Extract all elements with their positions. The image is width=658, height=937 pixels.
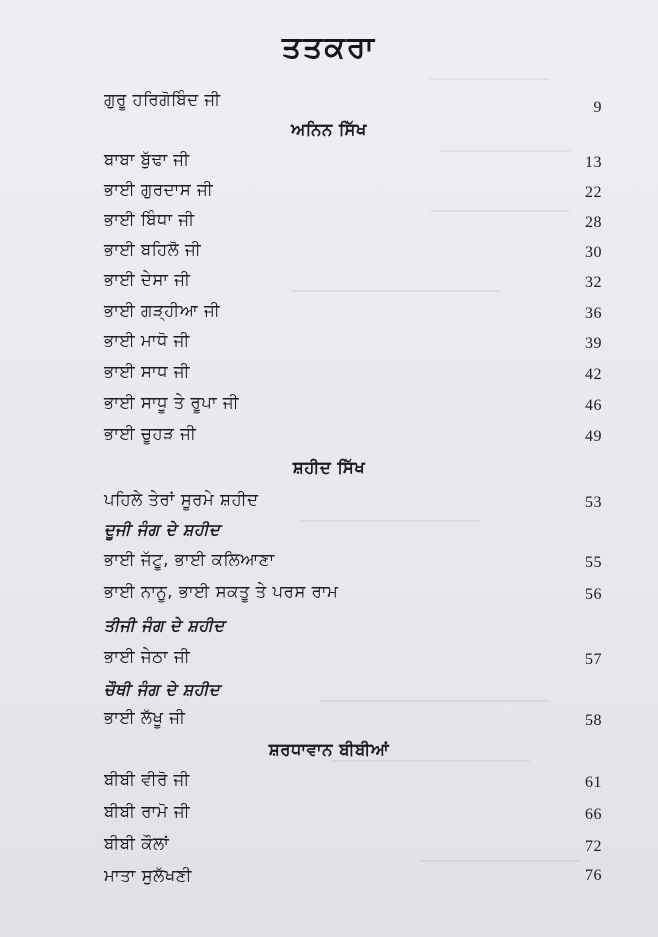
bleed-through-mark <box>300 520 480 522</box>
toc-page-number: 36 <box>585 305 602 322</box>
toc-entry <box>104 176 602 204</box>
toc-entry-label: ਗੁਰੂ ਹਰਿਗੋਬਿੰਦ ਜੀ <box>104 90 221 109</box>
toc-entry-label: ਭਾਈ ਚੂਹੜ ਜੀ <box>104 424 197 443</box>
toc-page-number: 56 <box>585 586 602 603</box>
toc-entry <box>104 862 602 890</box>
toc-entry <box>104 420 602 448</box>
subsection-heading: ਚੌਥੀ ਜੰਗ ਦੇ ਸ਼ਹੀਦ <box>104 680 221 699</box>
toc-entry-label: ਮਾਤਾ ਸੁਲੱਖਣੀ <box>104 866 192 885</box>
toc-entry-label: ਭਾਈ ਮਾਧੋ ਜੀ <box>104 331 190 350</box>
toc-page-number: 58 <box>585 712 602 729</box>
bleed-through-mark <box>320 700 550 702</box>
toc-entry-label: ਭਾਈ ਜੱਟੂ, ਭਾਈ ਕਲਿਆਣਾ <box>104 550 275 569</box>
toc-entry <box>104 704 602 732</box>
toc-page-number: 39 <box>585 335 602 352</box>
toc-entry <box>104 327 602 355</box>
toc-entry-label: ਭਾਈ ਬਹਿਲੋ ਜੀ <box>104 240 202 259</box>
toc-page-number: 72 <box>585 838 602 855</box>
toc-entry <box>104 297 602 325</box>
section-heading: ਅਨਿਨ ਸਿੱਖ <box>291 120 367 139</box>
toc-page-number: 49 <box>585 428 602 445</box>
toc-page-number: 55 <box>585 554 602 571</box>
page-title: ਤਤਕਰਾ <box>281 30 377 65</box>
toc-entry <box>104 798 602 826</box>
toc-entry-label: ਭਾਈ ਗੜ੍ਹੀਆ ਜੀ <box>104 301 221 320</box>
toc-page-number: 13 <box>585 154 602 171</box>
toc-entry <box>104 146 602 174</box>
toc-entry <box>104 236 602 264</box>
subsection-heading: ਤੀਜੀ ਜੰਗ ਦੇ ਸ਼ਹੀਦ <box>104 616 225 635</box>
toc-entry-label: ਭਾਈ ਨਾਨੂ, ਭਾਈ ਸਕਤੂ ਤੇ ਪਰਸ ਰਾਮ <box>104 582 339 601</box>
toc-entry <box>104 486 602 514</box>
toc-entry-label: ਬੀਬੀ ਕੌਲਾਂ <box>104 834 170 853</box>
subsection-heading: ਦੂਜੀ ਜੰਗ ਦੇ ਸ਼ਹੀਦ <box>104 520 221 539</box>
toc-entry-label: ਭਾਈ ਗੁਰਦਾਸ ਜੀ <box>104 180 214 199</box>
toc-page-number: 22 <box>585 184 602 201</box>
toc-entry <box>104 266 602 294</box>
toc-page-number: 30 <box>585 244 602 261</box>
toc-page-number: 61 <box>585 774 602 791</box>
toc-entry-label: ਭਾਈ ਸਾਧੂ ਤੇ ਰੂਪਾ ਜੀ <box>104 393 240 412</box>
toc-entry-label: ਬੀਬੀ ਰਾਮੋ ਜੀ <box>104 802 191 821</box>
toc-entry <box>104 546 602 574</box>
toc-page-number: 42 <box>585 366 602 383</box>
toc-entry <box>104 358 602 386</box>
toc-entry <box>104 86 602 114</box>
toc-page-number: 46 <box>585 397 602 414</box>
toc-entry-label: ਭਾਈ ਸਾਧ ਜੀ <box>104 362 190 381</box>
bleed-through-mark <box>430 78 550 80</box>
toc-page-number: 76 <box>585 867 602 884</box>
toc-page-number: 32 <box>585 274 602 291</box>
toc-entry-label: ਬੀਬੀ ਵੀਰੋ ਜੀ <box>104 770 190 789</box>
section-heading: ਸ਼ਰਧਾਵਾਨ ਬੀਬੀਆਂ <box>268 740 390 759</box>
toc-page-number: 57 <box>585 651 602 668</box>
toc-page-number: 28 <box>585 214 602 231</box>
toc-entry-label: ਬਾਬਾ ਬੁੱਢਾ ਜੀ <box>104 150 190 169</box>
toc-entry <box>104 578 602 606</box>
toc-entry-label: ਪਹਿਲੇ ਤੇਰਾਂ ਸੂਰਮੇ ਸ਼ਹੀਦ <box>104 490 259 509</box>
toc-entry-label: ਭਾਈ ਦੇਸਾ ਜੀ <box>104 270 191 289</box>
toc-entry-label: ਭਾਈ ਜੇਠਾ ਜੀ <box>104 647 191 666</box>
toc-page-number: 9 <box>593 99 602 116</box>
toc-entry <box>104 206 602 234</box>
toc-entry <box>104 766 602 794</box>
toc-entry <box>104 643 602 671</box>
toc-page-number: 66 <box>585 806 602 823</box>
toc-entry-label: ਭਾਈ ਲੱਖੂ ਜੀ <box>104 708 186 727</box>
toc-page-number: 53 <box>585 494 602 511</box>
toc-entry-label: ਭਾਈ ਬਿੰਧਾ ਜੀ <box>104 210 195 229</box>
toc-entry <box>104 389 602 417</box>
toc-entry <box>104 830 602 858</box>
section-heading: ਸ਼ਹੀਦ ਸਿੱਖ <box>292 458 366 477</box>
